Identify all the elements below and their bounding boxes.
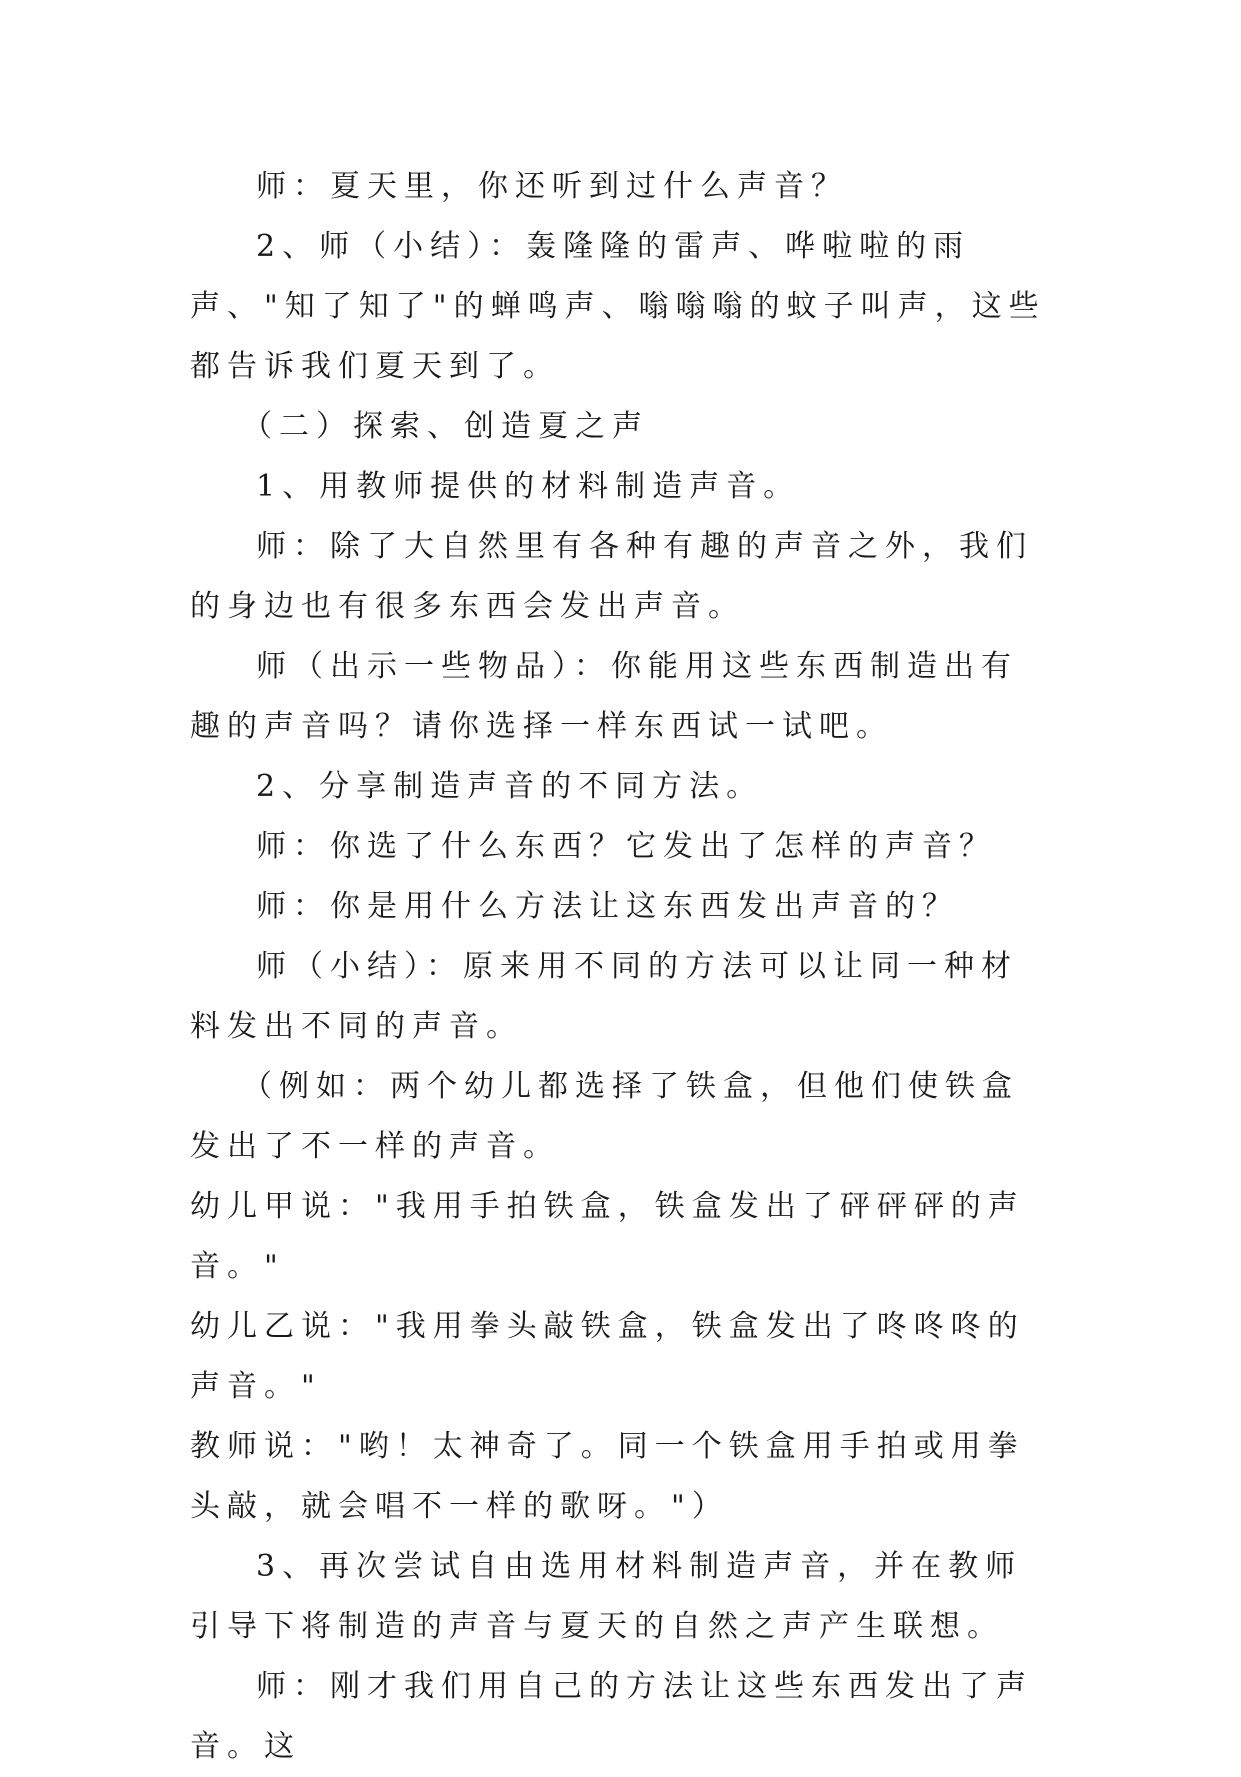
paragraph: 2、师（小结）：轰隆隆的雷声、哗啦啦的雨声、"知了知了"的蝉鸣声、嗡嗡嗡的蚊子叫声，这些都告诉我们夏天到了。 [190, 229, 1046, 384]
dialogue-line: 幼儿乙说："我用拳头敲铁盒，铁盒发出了咚咚咚的声音。" [190, 1309, 1025, 1404]
section-heading: （二）探索、创造夏之声 [242, 409, 649, 444]
dialogue-line: 幼儿甲说："我用手拍铁盒，铁盒发出了砰砰砰的声音。" [190, 1189, 1025, 1284]
dialogue-line: 教师说："哟！太神奇了。同一个铁盒用手拍或用拳头敲，就会唱不一样的歌呀。"） [190, 1429, 1025, 1524]
paragraph: 师：夏天里，你还听到过什么声音？ [256, 169, 848, 204]
paragraph: 师：刚才我们用自己的方法让这些东西发出了声音。这 [190, 1669, 1033, 1764]
paragraph: 师（出示一些物品）：你能用这些东西制造出有趣的声音吗？请你选择一样东西试一试吧。 [190, 649, 1018, 744]
paragraph: 师：除了大自然里有各种有趣的声音之外，我们的身边也有很多东西会发出声音。 [190, 529, 1033, 624]
paragraph: 师：你选了什么东西？它发出了怎样的声音？ [256, 829, 996, 864]
document-body [190, 157, 1050, 1777]
paragraph: 2、分享制造声音的不同方法。 [256, 769, 764, 804]
paragraph: 3、再次尝试自由选用材料制造声音，并在教师引导下将制造的声音与夏天的自然之声产生联想。 [190, 1549, 1023, 1644]
paragraph: 师（小结）：原来用不同的方法可以让同一种材料发出不同的声音。 [190, 949, 1018, 1044]
example-paragraph: （例如：两个幼儿都选择了铁盒，但他们使铁盒发出了不一样的声音。 [190, 1069, 1019, 1164]
paragraph: 师：你是用什么方法让这东西发出声音的？ [256, 889, 959, 924]
paragraph: 1、用教师提供的材料制造声音。 [256, 469, 801, 504]
